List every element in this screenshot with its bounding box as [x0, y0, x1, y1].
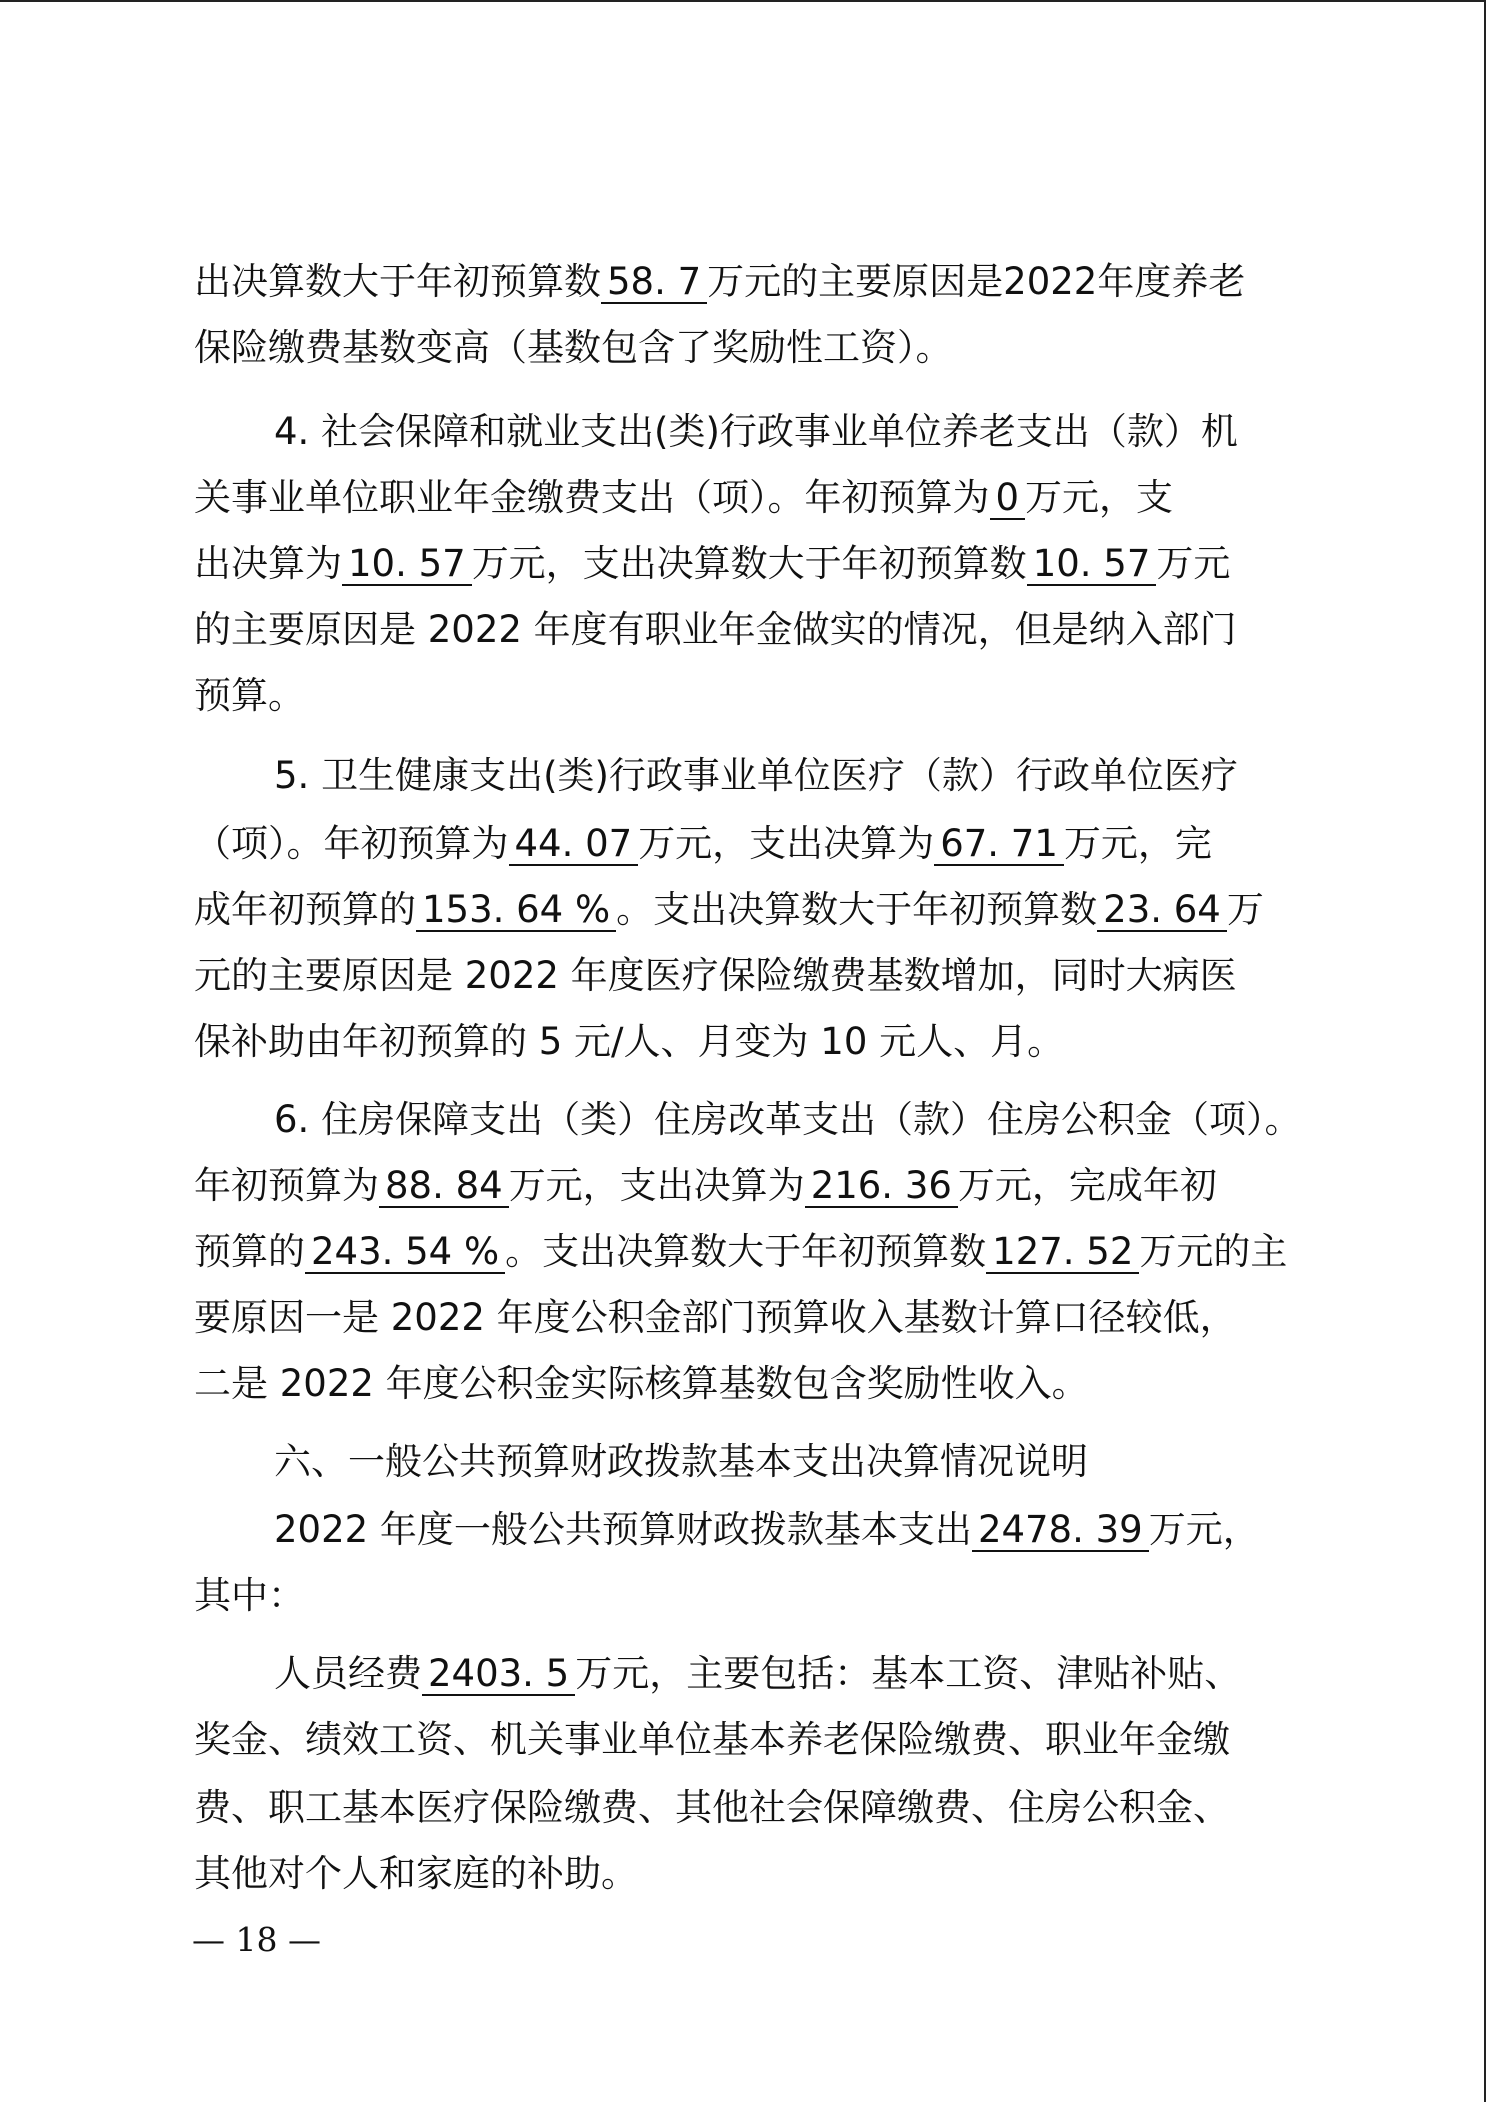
text-segment: 六、一般公共预算财政拨款基本支出决算情况说明	[274, 1440, 1088, 1483]
text-line	[194, 886, 1264, 934]
underlined-value: 2478. 39	[972, 1510, 1149, 1552]
text-segment: 年初预算为	[194, 1164, 379, 1207]
text-segment: 万元，支	[1025, 476, 1174, 519]
section-heading	[274, 1438, 1088, 1486]
text-segment: 万元，支出决算为	[508, 1164, 805, 1207]
text-segment: 成年初预算的	[194, 888, 416, 931]
text-line	[274, 408, 1238, 456]
text-segment: 万元，	[1148, 1508, 1260, 1551]
text-segment: 预算。	[194, 674, 305, 717]
text-segment: 出决算为	[194, 542, 342, 585]
text-line	[194, 1162, 1217, 1210]
text-segment: 万元，完成年初	[957, 1164, 1217, 1207]
text-segment: 其中：	[194, 1574, 305, 1617]
underlined-value: 67. 71	[934, 824, 1064, 866]
text-segment: 的主要原因是 2022 年度有职业年金做实的情况，但是纳入部门	[194, 608, 1237, 651]
text-segment: 4. 社会保障和就业支出(类)行政事业单位养老支出（款）机	[274, 410, 1238, 453]
underlined-value: 44. 07	[509, 824, 639, 866]
text-segment: （项）。年初预算为	[194, 822, 509, 865]
underlined-value: 243. 54 %	[305, 1232, 505, 1274]
text-line	[194, 1784, 1230, 1832]
text-segment: 万元的主	[1139, 1230, 1288, 1273]
text-line	[274, 1096, 1302, 1144]
text-segment: 5. 卫生健康支出(类)行政事业单位医疗（款）行政单位医疗	[274, 754, 1238, 797]
text-segment: 万元，主要包括：基本工资、津贴补贴、	[575, 1652, 1242, 1695]
text-segment: 。支出决算数大于年初预算数	[505, 1230, 987, 1273]
text-segment: 万	[1226, 888, 1264, 931]
underlined-value: 10. 57	[342, 544, 472, 586]
page-number: — 18 —	[192, 1920, 321, 1959]
text-line	[194, 1018, 1064, 1066]
text-segment: 万元，支出决算为	[638, 822, 935, 865]
text-line	[194, 1716, 1230, 1764]
text-segment: 出决算数大于年初预算数	[194, 260, 601, 303]
underlined-value: 0	[990, 478, 1026, 520]
text-line	[194, 474, 1173, 522]
text-segment: 。支出决算数大于年初预算数	[616, 888, 1098, 931]
text-segment: 预算的	[194, 1230, 305, 1273]
text-line	[194, 540, 1230, 588]
underlined-value: 216. 36	[805, 1166, 958, 1208]
underlined-value: 127. 52	[986, 1232, 1139, 1274]
text-segment: 关事业单位职业年金缴费支出（项）。年初预算为	[194, 476, 990, 519]
text-line	[194, 258, 1245, 306]
text-line	[194, 952, 1237, 1000]
underlined-value: 88. 84	[379, 1166, 509, 1208]
text-line	[274, 1650, 1241, 1698]
underlined-value: 58. 7	[601, 262, 707, 304]
underlined-value: 153. 64 %	[416, 890, 616, 932]
text-segment: 6. 住房保障支出（类）住房改革支出（款）住房公积金（项）。	[274, 1098, 1302, 1141]
text-line	[194, 1572, 305, 1620]
text-line	[194, 672, 305, 720]
text-line	[194, 606, 1237, 654]
text-segment: 保险缴费基数变高（基数包含了奖励性工资）。	[194, 326, 953, 369]
text-line	[194, 324, 953, 372]
text-segment: 奖金、绩效工资、机关事业单位基本养老保险缴费、职业年金缴	[194, 1718, 1230, 1761]
underlined-value: 2403. 5	[422, 1654, 575, 1696]
text-segment: 万元的主要原因是2022年度养老	[707, 260, 1246, 303]
text-line	[194, 1228, 1287, 1276]
text-line	[194, 1294, 1237, 1342]
text-segment: 万元	[1156, 542, 1231, 585]
text-segment: 其他对个人和家庭的补助。	[194, 1852, 638, 1895]
text-segment: 费、职工基本医疗保险缴费、其他社会保障缴费、住房公积金、	[194, 1786, 1230, 1829]
underlined-value: 23. 64	[1097, 890, 1227, 932]
text-segment: 万元，完	[1063, 822, 1212, 865]
text-line	[274, 752, 1238, 800]
text-line	[194, 1850, 638, 1898]
text-line	[274, 1506, 1260, 1554]
text-line	[194, 820, 1212, 868]
text-segment: 2022 年度一般公共预算财政拨款基本支出	[274, 1508, 972, 1551]
underlined-value: 10. 57	[1027, 544, 1157, 586]
text-segment: 元的主要原因是 2022 年度医疗保险缴费基数增加，同时大病医	[194, 954, 1237, 997]
text-segment: 保补助由年初预算的 5 元/人、月变为 10 元人、月。	[194, 1020, 1065, 1063]
text-segment: 人员经费	[274, 1652, 422, 1695]
text-segment: 要原因一是 2022 年度公积金部门预算收入基数计算口径较低，	[194, 1296, 1237, 1339]
text-segment: 万元，支出决算数大于年初预算数	[471, 542, 1027, 585]
text-segment: 二是 2022 年度公积金实际核算基数包含奖励性收入。	[194, 1362, 1089, 1405]
text-line	[194, 1360, 1089, 1408]
